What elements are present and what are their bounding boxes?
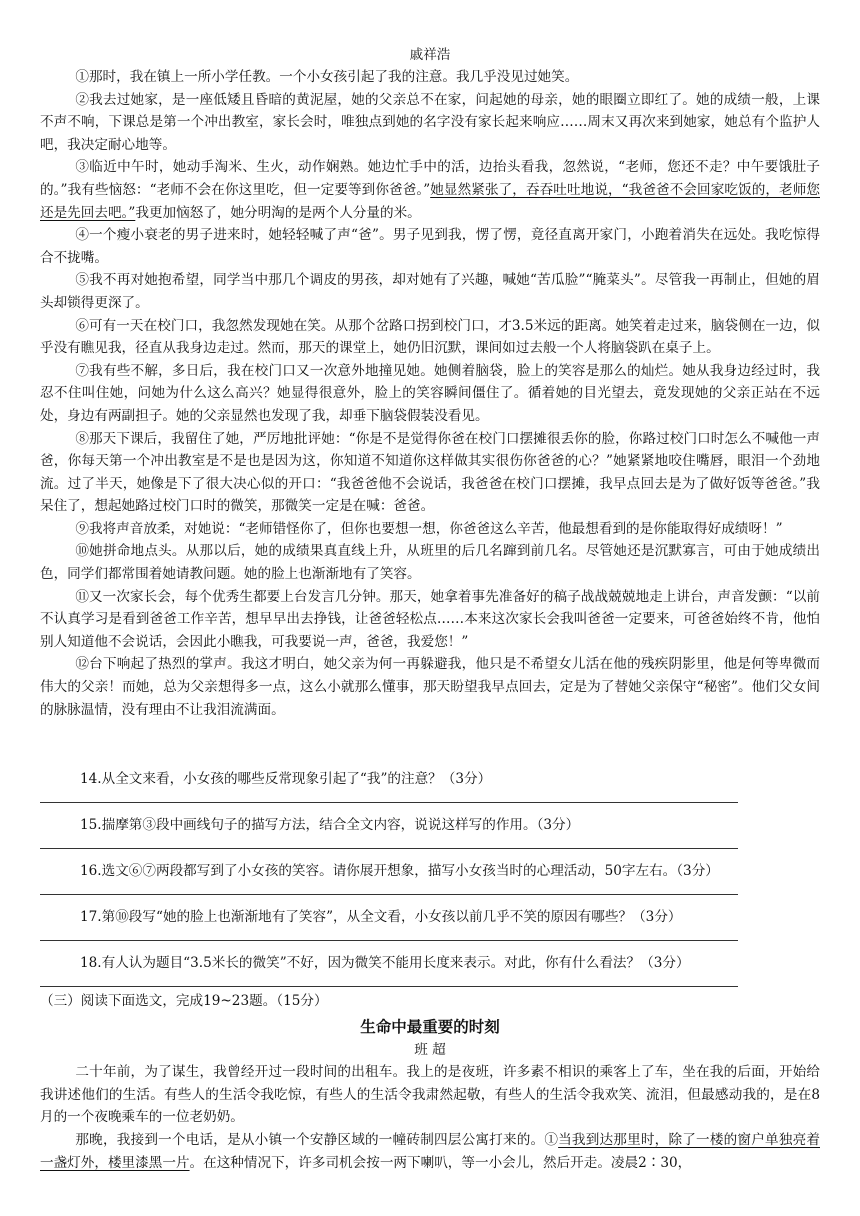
question-15 bbox=[40, 814, 820, 860]
question-16 bbox=[40, 860, 820, 906]
answer-line[interactable] bbox=[40, 894, 738, 895]
paragraph-3: ③临近中午时，她动手淘米、生火，动作娴熟。她边忙手中的活，边抬头看我，忽然说，“老师，您还不走？中午要饿肚子的。”我有些恼怒：“老师不会在你这里吃，但一定要等到你爸爸。”她显然紧张了，吞吞吐吐地说，“我爸爸不会回家吃饭的，老师您还是先回去吧。”我更加恼怒了，她分明淘的是两个人分量的米。 bbox=[40, 159, 820, 221]
underlined-sentence: 当我到达那里时，除了一楼的窗户单独亮着一盏灯外，楼里漆黑一片 bbox=[40, 1131, 820, 1171]
answer-line[interactable] bbox=[40, 802, 738, 803]
answer-line[interactable] bbox=[40, 848, 738, 849]
question-text: 15.揣摩第③段中画线句子的描写方法，结合全文内容，说说这样写的作用。（3分） bbox=[80, 817, 580, 833]
question-text: 14.从全文来看，小女孩的哪些反常现象引起了“我”的注意？（3分） bbox=[80, 771, 492, 787]
paragraph-7: ⑦我有些不解，多日后，我在校门口又一次意外地撞见她。她侧着脑袋，脸上的笑容是那么的灿烂。她从我身边经过时，我忍不住叫住她，问她为什么这么高兴？她显得很意外，脸上的笑容瞬间僵住了。循着她的目光望去，竟发现她的父亲正站在不远处，身边有两副担子。她的父亲显然也发现了我，却垂下脑袋假装没看见。 bbox=[40, 362, 820, 424]
passage-body bbox=[40, 66, 820, 721]
paragraph-8: ⑧那天下课后，我留住了她，严厉地批评她：“你是不是觉得你爸在校门口摆摊很丢你的脸，你路过校门口时怎么不喊他一声爸，你每天第一个冲出教室是不是也是因为这，你知道不知道你这样做其实很伤你爸爸的心？”她紧紧地咬住嘴唇，眼泪一个劲地流。过了半天，她像是下了很大决心似的开口：“我爸爸他不会说话，我爸爸在校门口摆摊，我早点回去是为了做好饭等爸爸。”我呆住了，想起她路过校门口时的微笑，那微笑一定是在喊：爸爸。 bbox=[40, 430, 820, 515]
question-list bbox=[40, 768, 820, 998]
paragraph-6: ⑥可有一天在校门口，我忽然发现她在笑。从那个岔路口拐到校门口，才3.5米远的距离。她笑着走过来，脑袋侧在一边，似乎没有瞧见我，径直从我身边走过。然而，那天的课堂上，她仍旧沉默，课间如过去般一个人将脑袋趴在桌子上。 bbox=[40, 317, 820, 357]
paragraph-4: ④一个瘦小衰老的男子进来时，她轻轻喊了声“爸”。男子见到我，愣了愣，竟径直离开家门，小跑着消失在远处。我吃惊得合不拢嘴。 bbox=[40, 227, 820, 266]
passage-author: 戚祥浩 bbox=[409, 47, 451, 63]
article-paragraph-1: 二十年前，为了谋生，我曾经开过一段时间的出租车。我上的是夜班，许多素不相识的乘客上了车，坐在我的后面，开始给我讲述他们的生活。有些人的生活令我吃惊，有些人的生活令我肃然起敬，有些人的生活令我欢笑、流泪，但最感动我的，是在8月的一个夜晚乘车的一位老奶奶。 bbox=[40, 1064, 820, 1126]
section-heading: （三）阅读下面选文，完成19~23题。（15分） bbox=[40, 993, 328, 1009]
question-text: 16.选文⑥⑦两段都写到了小女孩的笑容。请你展开想象，描写小女孩当时的心理活动，50字左右。（3分） bbox=[80, 863, 719, 879]
paragraph-11: ⑪又一次家长会，每个优秀生都要上台发言几分钟。那天，她拿着事先准备好的稿子战战兢兢地走上讲台，声音发颤：“以前不认真学习是看到爸爸工作辛苦，想早早出去挣钱，让爸爸轻松点……本来这次家长会我叫爸爸一定要来，可爸爸始终不肯，他怕别人知道他不会说话，会因此小瞧我，可我要说一声，爸爸，我爱您！” bbox=[40, 588, 820, 650]
paragraph-9: ⑨我将声音放柔，对她说：“老师错怪你了，但你也要想一想，你爸爸这么辛苦，他最想看到的是你能取得好成绩呀！” bbox=[75, 520, 783, 537]
answer-line[interactable] bbox=[40, 940, 738, 941]
question-text: 18.有人认为题目“3.5米长的微笑”不好，因为微笑不能用长度来表示。对此，你有什么看法？（3分） bbox=[80, 955, 690, 971]
question-text: 17.第⑩段写“她的脸上也渐渐地有了笑容”，从全文看，小女孩以前几乎不笑的原因有哪些？（3分） bbox=[80, 909, 682, 925]
paragraph-5: ⑤我不再对她抱希望，同学当中那几个调皮的男孩，却对她有了兴趣，喊她“苦瓜脸”“腌菜头”。尽管我一再制止，但她的眉头却锁得更深了。 bbox=[40, 272, 820, 311]
paragraph-2: ②我去过她家，是一座低矮且昏暗的黄泥屋，她的父亲总不在家，问起她的母亲，她的眼圈立即红了。她的成绩一般，上课不声不响，下课总是第一个冲出教室，家长会时，唯独点到她的名字没有家长起来响应……周末又再次来到她家，她总有个监护人吧，我决定耐心地等。 bbox=[40, 91, 820, 153]
article-author: 班 超 bbox=[414, 1041, 446, 1058]
article-paragraph-2: 那晚，我接到一个电话，是从小镇一个安静区域的一幢砖制四层公寓打来的。①当我到达那里时，除了一楼的窗户单独亮着一盏灯外，楼里漆黑一片。在这种情况下，许多司机会按一两下喇叭，等一小会儿，然后开走。凌晨2∶30， bbox=[40, 1131, 820, 1171]
article-title: 生命中最重要的时刻 bbox=[360, 1017, 500, 1036]
paragraph-12: ⑫台下响起了热烈的掌声。我这才明白，她父亲为何一再躲避我，他只是不希望女儿活在他的残疾阴影里，他是何等卑微而伟大的父亲！而她，总为父亲想得多一点，这么小就那么懂事，那天盼望我早点回去，定是为了替她父亲保守“秘密”。他们父女间的脉脉温情，没有理由不让我泪流满面。 bbox=[40, 656, 820, 718]
question-17 bbox=[40, 906, 820, 952]
paragraph-1: ①那时，我在镇上一所小学任教。一个小女孩引起了我的注意。我几乎没见过她笑。 bbox=[75, 69, 579, 85]
question-14 bbox=[40, 768, 820, 814]
answer-line[interactable] bbox=[40, 986, 738, 987]
underlined-sentence: 她显然紧张了，吞吞吐吐地说，“我爸爸不会回家吃饭的，老师您还是先回去吧。” bbox=[40, 181, 820, 221]
section-3 bbox=[40, 990, 820, 1174]
paragraph-10: ⑩她拼命地点头。从那以后，她的成绩果真直线上升，从班里的后几名蹿到前几名。尽管她还是沉默寡言，可由于她成绩出色，同学们都常围着她请教问题。她的脸上也渐渐地有了笑容。 bbox=[40, 543, 820, 583]
